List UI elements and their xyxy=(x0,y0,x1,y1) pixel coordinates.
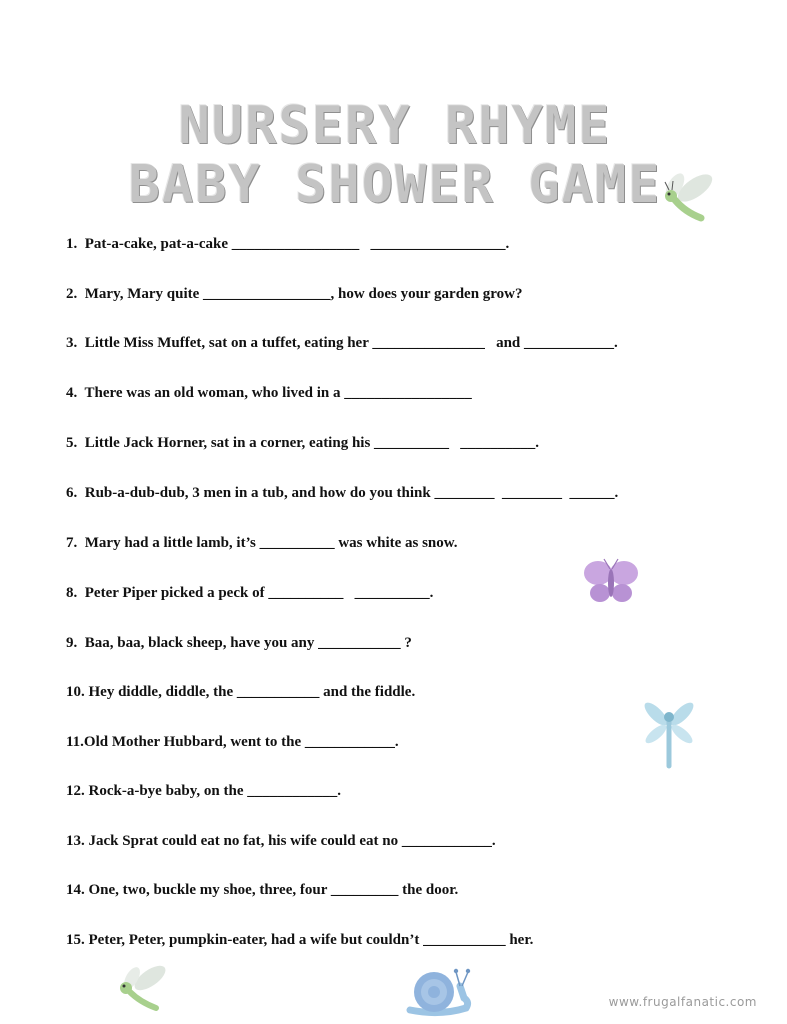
question-6: 6. Rub-a-dub-dub, 3 men in a tub, and how do you think ________ ________ ______. xyxy=(66,485,619,501)
question-11: 11.Old Mother Hubbard, went to the ____________. xyxy=(66,734,399,750)
question-1: 1. Pat-a-cake, pat-a-cake _________________ __________________. xyxy=(66,236,510,252)
question-12: 12. Rock-a-bye baby, on the ____________. xyxy=(66,783,342,799)
green-dragonfly-icon xyxy=(655,172,719,228)
question-14: 14. One, two, buckle my shoe, three, four _________ the door. xyxy=(66,882,459,898)
question-8: 8. Peter Piper picked a peck of __________ __________. xyxy=(66,585,434,601)
question-15: 15. Peter, Peter, pumpkin-eater, had a wife but couldn’t ___________ her. xyxy=(66,932,534,948)
title-line-1: NURSERY RHYME xyxy=(178,96,612,156)
question-4: 4. There was an old woman, who lived in a _________________ xyxy=(66,385,472,401)
question-13: 13. Jack Sprat could eat no fat, his wife could eat no ____________. xyxy=(66,833,496,849)
butterfly-icon xyxy=(580,555,642,611)
watermark: www.frugalfanatic.com xyxy=(608,995,757,1009)
question-7: 7. Mary had a little lamb, it’s __________ was white as snow. xyxy=(66,535,458,551)
snail-icon xyxy=(404,962,476,1018)
question-3: 3. Little Miss Muffet, sat on a tuffet, eating her _______________ and ____________. xyxy=(66,335,618,351)
green-dragonfly-small-icon xyxy=(110,962,174,1018)
question-9: 9. Baa, baa, black sheep, have you any ___________ ? xyxy=(66,635,412,651)
blue-dragonfly-icon xyxy=(638,700,700,770)
question-5: 5. Little Jack Horner, sat in a corner, eating his __________ __________. xyxy=(66,435,540,451)
title-line-2: BABY SHOWER GAME xyxy=(128,155,662,215)
question-2: 2. Mary, Mary quite _________________, how does your garden grow? xyxy=(66,286,523,302)
question-10: 10. Hey diddle, diddle, the ___________ and the fiddle. xyxy=(66,684,416,700)
